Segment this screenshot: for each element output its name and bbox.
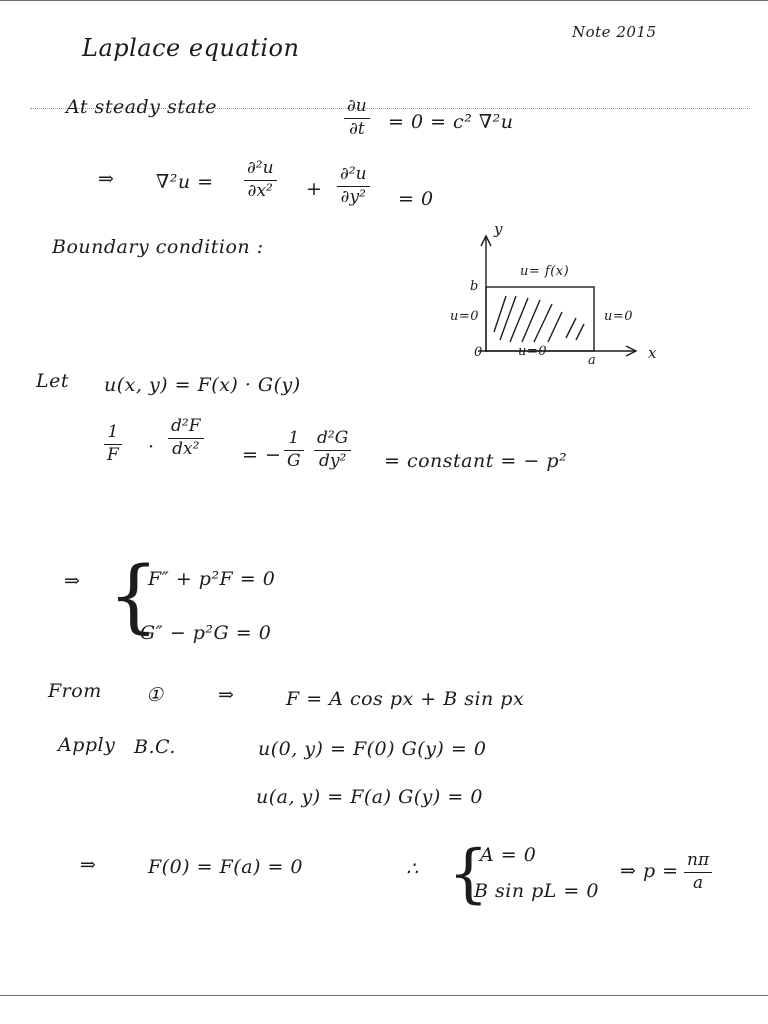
bc-equation-left: u(0, y) = F(0) G(y) = 0 bbox=[258, 738, 487, 760]
bottom-boundary-label: u=0 bbox=[518, 344, 548, 359]
bc-equation-right: u(a, y) = F(a) G(y) = 0 bbox=[256, 786, 483, 808]
therefore-symbol: ∴ bbox=[406, 858, 419, 880]
f-zero-conditions: F(0) = F(a) = 0 bbox=[148, 856, 304, 878]
y-axis-label: y bbox=[494, 220, 503, 238]
p-result-lhs: ⇒ p = bbox=[620, 860, 679, 882]
top-boundary-label: u= f(x) bbox=[520, 264, 570, 279]
implies-arrow-4: ⇒ bbox=[80, 854, 97, 876]
x-axis-label: x bbox=[648, 344, 657, 362]
origin-label: 0 bbox=[474, 345, 483, 360]
domain-rectangle bbox=[486, 287, 594, 351]
eigenvalue-denominator: a bbox=[692, 872, 704, 893]
d2u-dx2-fraction bbox=[244, 160, 277, 201]
d2f-dx2-numerator: d²F bbox=[171, 416, 201, 436]
b-sin-condition: B sin pL = 0 bbox=[474, 880, 599, 902]
right-boundary-label: u=0 bbox=[604, 309, 634, 324]
one-over-f-numerator: 1 bbox=[107, 422, 119, 442]
apply-label: Apply bbox=[58, 734, 116, 756]
x-axis-arrowhead bbox=[626, 346, 636, 356]
d2u-dx2-denominator: ∂x² bbox=[247, 180, 273, 201]
d2g-dy2-numerator: d²G bbox=[317, 428, 349, 448]
steady-state-label: At steady state bbox=[66, 96, 218, 118]
top-border bbox=[0, 0, 768, 1]
a-label: a bbox=[588, 353, 597, 368]
ode-f: F″ + p²F = 0 bbox=[148, 568, 276, 590]
d2u-dx2-numerator: ∂²u bbox=[247, 158, 274, 178]
ode-g: G″ − p²G = 0 bbox=[140, 622, 272, 644]
one-over-g-denominator: G bbox=[287, 450, 301, 471]
one-over-f-fraction bbox=[104, 424, 122, 465]
d2u-dy2-numerator: ∂²u bbox=[340, 164, 367, 184]
plus-sign: + bbox=[306, 178, 323, 200]
du-dt-numerator: ∂u bbox=[347, 96, 367, 116]
steady-state-rhs: = 0 = c² ∇²u bbox=[388, 111, 514, 133]
d2u-dy2-denominator: ∂y² bbox=[340, 186, 366, 207]
one-over-g-numerator: 1 bbox=[288, 428, 300, 448]
from-label: From bbox=[48, 680, 102, 702]
equation-reference: ① bbox=[146, 684, 164, 706]
conclusion-brace: { bbox=[448, 837, 489, 911]
left-boundary-label: u=0 bbox=[450, 309, 480, 324]
boundary-condition-label: Boundary condition : bbox=[52, 236, 264, 258]
du-dt-denominator: ∂t bbox=[349, 118, 365, 139]
domain-hatching bbox=[494, 296, 584, 342]
d2g-dy2-fraction bbox=[314, 430, 351, 471]
note-year: Note 2015 bbox=[572, 23, 657, 41]
laplacian-lhs: ∇²u = bbox=[156, 171, 214, 193]
equals-minus: = − bbox=[242, 444, 282, 466]
laplacian-rhs: = 0 bbox=[398, 188, 434, 210]
implies-arrow-1: ⇒ bbox=[98, 168, 115, 190]
eigenvalue-numerator: nπ bbox=[687, 850, 710, 870]
general-solution-f: F = A cos px + B sin px bbox=[286, 688, 525, 710]
bc-abbrev: B.C. bbox=[134, 736, 176, 758]
implies-arrow-3: ⇒ bbox=[218, 684, 235, 706]
let-label: Let bbox=[36, 370, 69, 392]
d2g-dy2-denominator: dy² bbox=[318, 450, 347, 471]
implies-arrow-2: ⇒ bbox=[64, 570, 81, 592]
d2u-dy2-fraction bbox=[337, 166, 370, 207]
du-dt-fraction bbox=[344, 98, 370, 139]
y-axis-arrowhead bbox=[481, 236, 491, 246]
separation-constant: = constant = − p² bbox=[384, 450, 568, 472]
d2f-dx2-fraction bbox=[168, 418, 204, 459]
b-label: b bbox=[470, 279, 479, 294]
eigenvalue-fraction bbox=[684, 852, 712, 893]
bottom-border bbox=[0, 995, 768, 996]
d2f-dx2-denominator: dx² bbox=[172, 438, 200, 459]
separation-expression: u(x, y) = F(x) · G(y) bbox=[104, 374, 301, 396]
system-brace: { bbox=[108, 549, 159, 642]
page-title: Laplace equation bbox=[82, 34, 300, 62]
coefficient-a-zero: A = 0 bbox=[480, 844, 537, 866]
multiply-dot: · bbox=[148, 436, 155, 458]
one-over-f-denominator: F bbox=[107, 444, 119, 465]
one-over-g-fraction bbox=[284, 430, 304, 471]
